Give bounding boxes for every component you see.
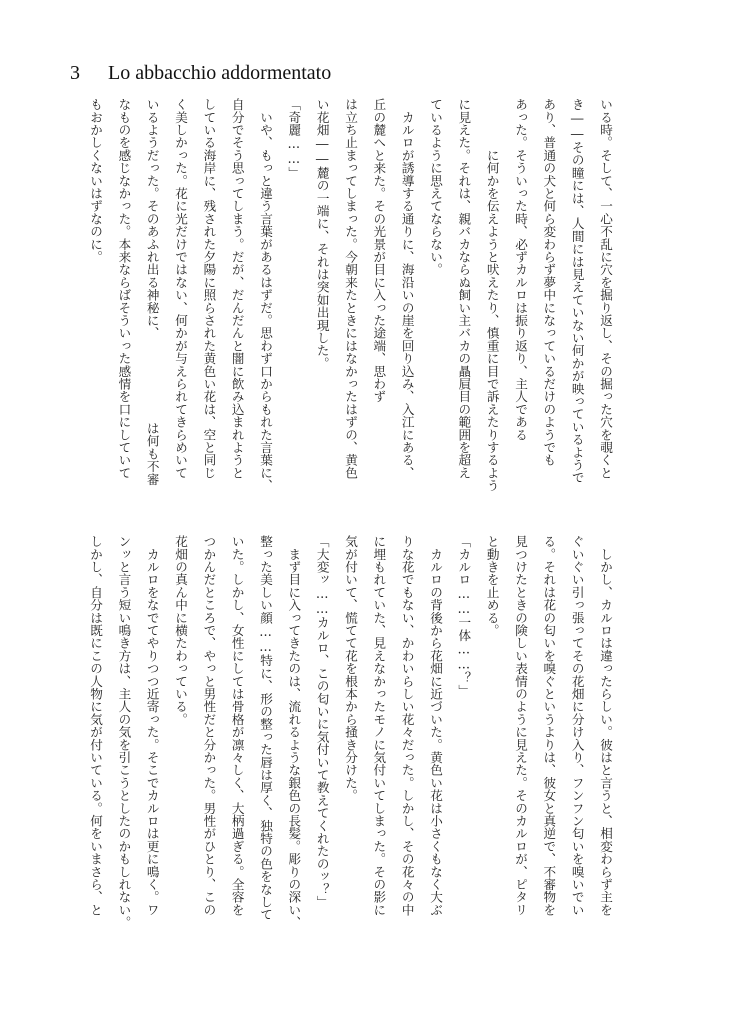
text-column: しかし、自分は既にこの人物に気が付いている。何をいまさら、と xyxy=(88,535,104,916)
page-number: 3 xyxy=(70,62,80,84)
chapter-title: Lo abbacchio addormentato xyxy=(108,62,332,84)
text-column: ぐいぐい引っ張ってその花畑に分け入り、フンフン匂いを嗅いでい xyxy=(569,535,585,916)
text-column: カルロが誘導する通りに、海沿いの崖を回り込み、入江にある、 xyxy=(399,98,415,479)
text-column: い花畑――麓の一端に、それは突如出現した。 xyxy=(314,98,330,370)
text-column: つかんだところで、やっと男性だと分かった。男性がひとり、この xyxy=(201,535,217,916)
text-column: なものを感じなかった。本来ならばそういった感情を口にしていて xyxy=(116,98,132,479)
text-column: りな花でもない、かわいらしい花々だった。しかし、その花々の中 xyxy=(399,535,415,916)
text-column: 気が付いて、慌てて花を根本から掻き分けた。 xyxy=(343,535,359,802)
text-column: 「カルロ……一体……？」 xyxy=(456,535,472,697)
text-column: ンッと言う短い鳴き方は、主人の気を引こうとしたのかもしれない。 xyxy=(116,535,132,929)
text-column: 「奇麗……」 xyxy=(286,98,302,179)
text-column: る。それは花の匂いを嗅ぐというよりは、彼女と真逆で、不審物を xyxy=(541,535,557,916)
text-column: いる時。そして、一心不乱に穴を掘り返し、その掘った穴を覗くと xyxy=(598,98,613,479)
text-column: まず目に入ってきたのは、流れるような銀色の長髪。彫りの深い、 xyxy=(286,535,302,929)
text-column: と動きを止める。 xyxy=(484,535,500,637)
text-column: は立ち止まってしまった。今朝来たときにはなかったはずの、黄色 xyxy=(343,98,359,479)
text-column: 整った美しい顔……特に、形の整った唇は厚く、独特の色をなして xyxy=(258,535,274,921)
text-column: いや、もっと違う言葉があるはずだ。思わず口からもれた言葉に、 xyxy=(258,98,274,492)
text-column: あった。そういった時、必ずカルロは振り返り、主人である xyxy=(513,98,528,441)
text-column: いるようだった。そのあふれ出る神秘に、 は何も不審 xyxy=(144,98,160,486)
text-column: に何かを伝えようと吠えたり、慎重に目で訴えたりするよう xyxy=(484,98,500,492)
text-column: 「大変ッ……カルロ、この匂いに気付いて教えてくれたのッ？」 xyxy=(314,535,330,909)
text-column: 丘の麓へと来た。その光景が目に入った途端、思わず xyxy=(371,98,387,403)
text-column: 見つけたときの険しい表情のように見えた。そのカルロが、ピタリ xyxy=(513,535,528,916)
text-column: している海岸に、残された夕陽に照らされた黄色い花は、空と同じ xyxy=(201,98,217,479)
text-column: に埋もれていた、見えなかったモノに気付いてしまった。その影に xyxy=(371,535,387,916)
page-header xyxy=(70,62,331,85)
text-column: 自分でそう思ってしまう。だが、だんだんと闇に飲み込まれようと xyxy=(229,98,245,479)
text-column: に見えた。それは、親バカならぬ飼い主バカの贔屓目の範囲を超え xyxy=(456,98,472,479)
text-column: あり、普通の犬と何ら変わらず夢中になっているだけのようでも xyxy=(541,98,557,467)
text-column: 花畑の真ん中に横たわっている。 xyxy=(173,535,189,726)
text-column: もおかしくないはずなのに。 xyxy=(88,98,104,264)
text-column: しかし、カルロは違ったらしい。彼はと言うと、相変わらず主を xyxy=(598,535,613,916)
text-column: く美しかった。花に光だけではない、何かが与えられてきらめいて xyxy=(173,98,189,479)
text-column: ているように思えてならない。 xyxy=(428,98,444,276)
text-column: き――その瞳には、人間には見えていない何かが映っているようで xyxy=(569,98,585,484)
text-column: カルロの背後から花畑に近づいた。黄色い花は小さくもなく大ぶ xyxy=(428,535,444,916)
text-column: いた。しかし、女性にしては骨格が凛々しく、大柄過ぎる。全容を xyxy=(229,535,245,916)
text-column: カルロをなでてやりつつ近寄った。そこでカルロは更に鳴く。ワ xyxy=(144,535,160,916)
